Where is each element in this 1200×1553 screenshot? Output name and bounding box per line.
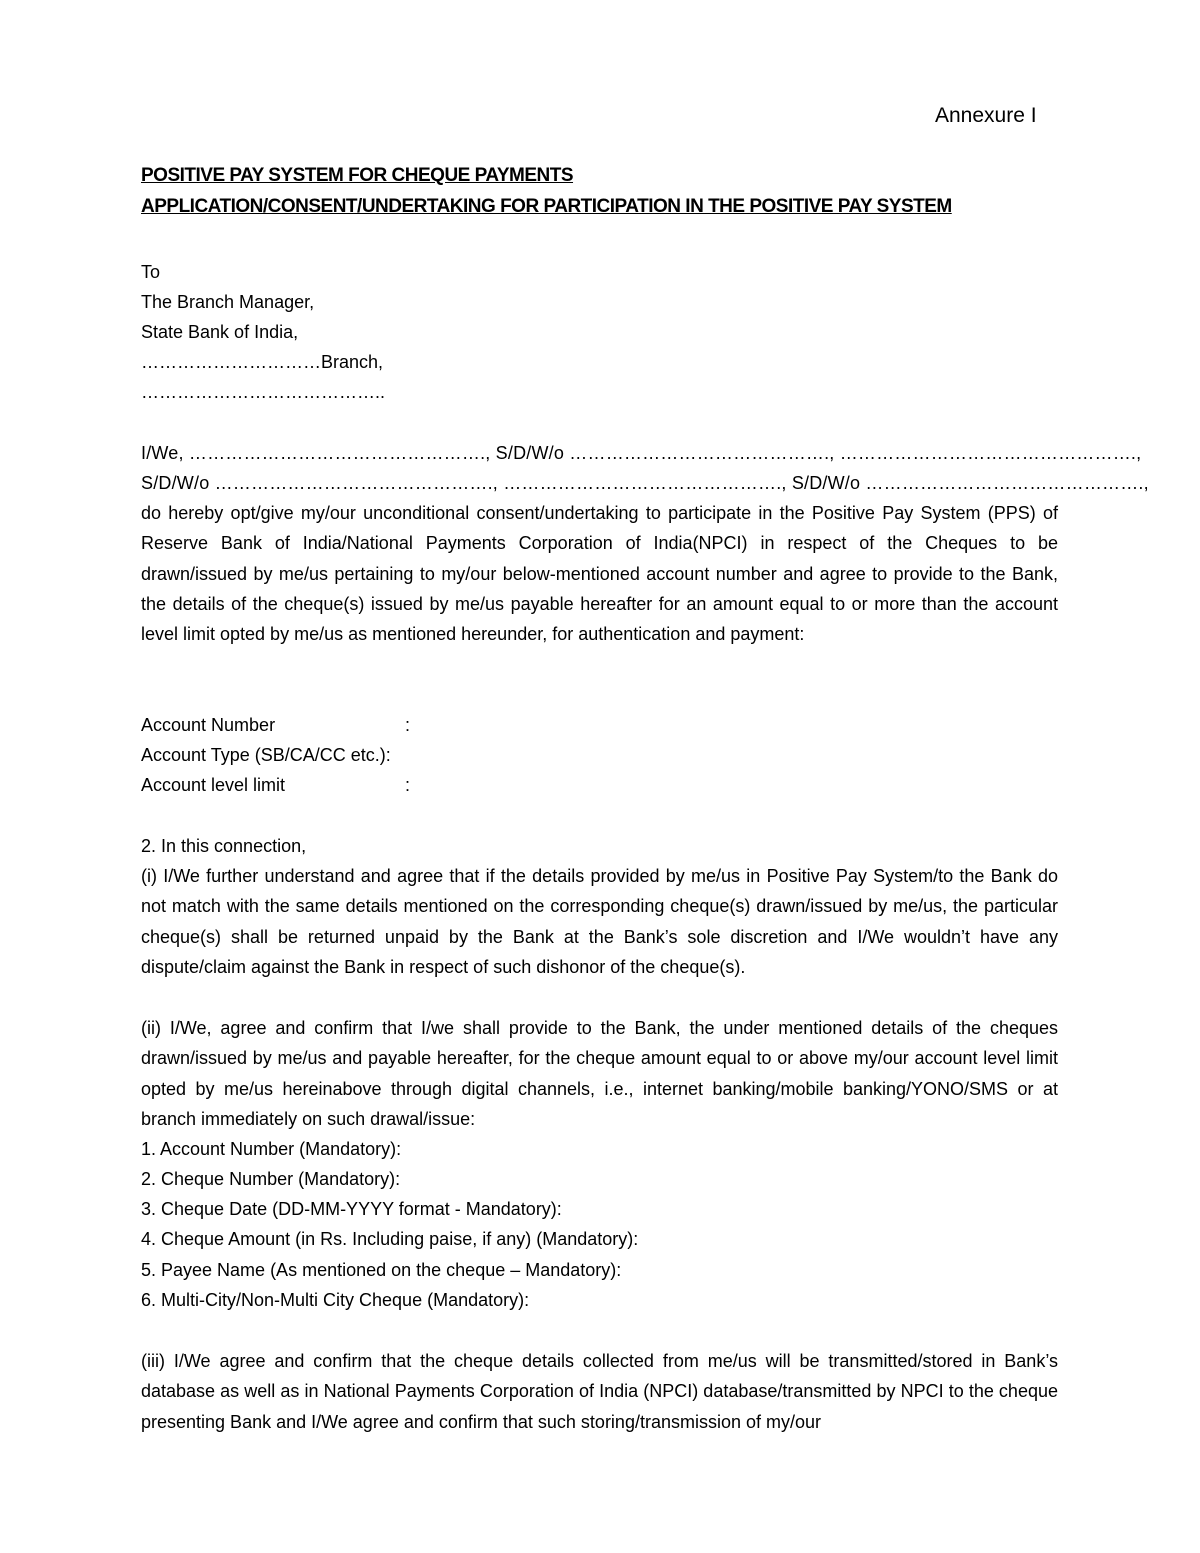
detail-item: 4. Cheque Amount (in Rs. Including paise, if any) (Mandatory): — [141, 1229, 639, 1249]
applicant-line-1: I/We, …………………………………………., S/D/W/o ……………………………………., …………………………………………., — [141, 443, 1142, 463]
account-number-colon: : — [405, 715, 411, 735]
address-place: ………………………………….. — [141, 382, 386, 402]
address-manager: The Branch Manager, — [141, 292, 315, 312]
document-subtitle: APPLICATION/CONSENT/UNDERTAKING FOR PARTICIPATION IN THE POSITIVE PAY SYSTEM — [141, 196, 952, 217]
section-2-heading: 2. In this connection, — [141, 836, 307, 856]
address-to: To — [141, 262, 161, 282]
clause-iii: (iii) I/We agree and confirm that the cheque details collected from me/us will be transmitted/stored in Bank’s database as well as in National Payments Corporation of India (NPCI) database/transmitted by NPCI to the cheque presenting Bank and I/We agree and confirm that such storing/transmission of my/our — [141, 1351, 1058, 1432]
applicant-line-2: S/D/W/o ………………………………………., ………………………………………., S/D/W/o ………………………………………., — [141, 473, 1149, 493]
account-type-field — [141, 740, 391, 770]
detail-item: 5. Payee Name (As mentioned on the cheque – Mandatory): — [141, 1260, 622, 1280]
clause-i: (i) I/We further understand and agree that if the details provided by me/us in Positive Pay System/to the Bank do not match with the same details mentioned on the corresponding cheque(s) drawn/issued by me/us, the particular cheque(s) shall be returned unpaid by the Bank at the Bank’s sole discretion and I/We wouldn’t have any dispute/claim against the Bank in respect of such dishonor of the cheque(s). — [141, 866, 1058, 977]
account-limit-field — [141, 770, 411, 800]
address-branch: …………………………Branch, — [141, 352, 384, 372]
clause-ii: (ii) I/We, agree and confirm that I/we shall provide to the Bank, the under mentioned details of the cheques drawn/issued by me/us and payable hereafter, for the cheque amount equal to or above my/our account level limit opted by me/us hereinabove through digital channels, i.e., internet banking/mobile banking/YONO/SMS or at branch immediately on such drawal/issue: — [141, 1018, 1058, 1129]
detail-item: 1. Account Number (Mandatory): — [141, 1139, 402, 1159]
consent-paragraph: do hereby opt/give my/our unconditional consent/undertaking to participate in the Positive Pay System (PPS) of Reserve Bank of India/National Payments Corporation of India(NPCI) in respect of the Cheques to be drawn/issued by me/us pertaining to my/our below-mentioned account number and agree to provide to the Bank, the details of the cheque(s) issued by me/us payable hereafter for an amount equal to or more than the account level limit opted by me/us as mentioned hereunder, for authentication and payment: — [141, 503, 1058, 645]
account-number-field — [141, 710, 411, 740]
account-number-label: Account Number — [141, 715, 276, 735]
annexure-label: Annexure I — [935, 104, 1037, 127]
account-limit-label: Account level limit — [141, 775, 286, 795]
detail-item: 2. Cheque Number (Mandatory): — [141, 1169, 401, 1189]
account-limit-colon: : — [405, 775, 411, 795]
document-title: POSITIVE PAY SYSTEM FOR CHEQUE PAYMENTS — [141, 165, 574, 186]
address-bank: State Bank of India, — [141, 322, 299, 342]
detail-item: 6. Multi-City/Non-Multi City Cheque (Mandatory): — [141, 1290, 530, 1310]
detail-item: 3. Cheque Date (DD-MM-YYYY format - Mandatory): — [141, 1199, 562, 1219]
account-type-label: Account Type (SB/CA/CC etc.): — [141, 745, 391, 765]
